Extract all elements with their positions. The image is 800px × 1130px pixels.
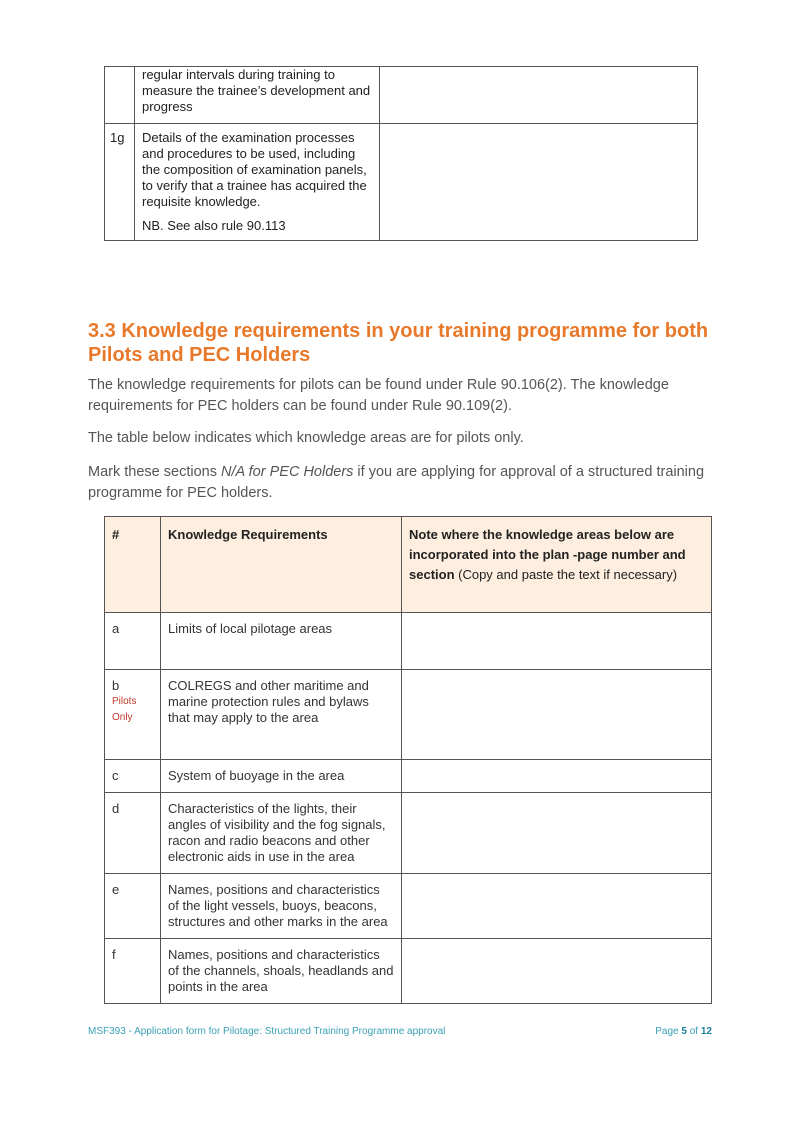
note-cell[interactable]	[380, 67, 698, 124]
row-number	[105, 670, 161, 760]
note-cell[interactable]	[402, 670, 712, 760]
current-page: 5	[681, 1026, 687, 1037]
note-cell[interactable]	[402, 939, 712, 1004]
table-row	[105, 874, 712, 939]
table-row	[105, 67, 698, 124]
table-row	[105, 613, 712, 670]
row-number: c	[105, 760, 161, 793]
pilots-tag: Pilots	[112, 696, 137, 707]
row-requirement: Characteristics of the lights, their angles of visibility and the fog signals, racon and radio beacons and other electronic aids in use in the area	[161, 793, 402, 874]
note-cell[interactable]	[402, 874, 712, 939]
header-requirements: Knowledge Requirements	[161, 517, 402, 613]
row-requirement: Limits of local pilotage areas	[161, 613, 402, 670]
total-pages: 12	[700, 1026, 712, 1037]
header-num: #	[105, 517, 161, 613]
note-cell[interactable]	[402, 613, 712, 670]
note-cell[interactable]	[402, 760, 712, 793]
pec-paragraph	[88, 462, 718, 504]
row-number: d	[105, 793, 161, 874]
table-row	[105, 670, 712, 760]
header-note-bold: Note where the knowledge areas below are incorporated into the plan -page number and section	[409, 527, 686, 582]
row-nb: NB. See also rule 90.113	[142, 218, 286, 233]
table-row	[105, 939, 712, 1004]
note-cell[interactable]	[402, 793, 712, 874]
table-row	[105, 124, 698, 241]
row-number: a	[105, 613, 161, 670]
p3-pre: Mark these sections	[88, 464, 221, 480]
note-cell[interactable]	[380, 124, 698, 241]
p3-post: if you are applying for approval of a structured training programme for PEC holders.	[88, 464, 705, 501]
header-note-normal: (Copy and paste the text if necessary)	[454, 567, 678, 582]
only-tag: Only	[112, 712, 133, 723]
row-letter: b	[112, 678, 120, 693]
table-header	[105, 517, 712, 613]
table-row	[105, 760, 712, 793]
row-requirement: System of buoyage in the area	[161, 760, 402, 793]
row-text: regular intervals during training to measure the trainee’s development and progress	[135, 67, 380, 124]
pilots-only-paragraph: The table below indicates which knowledge areas are for pilots only.	[88, 430, 524, 446]
p3-em: N/A for PEC Holders	[220, 464, 354, 480]
page-number	[655, 1026, 712, 1037]
row-requirement: Names, positions and characteristics of the light vessels, buoys, beacons, structures and other marks in the area	[161, 874, 402, 939]
row-number: f	[105, 939, 161, 1004]
row-text-main: Details of the examination processes and procedures to be used, including the composition of examination panels, to verify that a trainee has acquired the requisite knowledge.	[142, 130, 367, 209]
row-number: e	[105, 874, 161, 939]
row-requirement: COLREGS and other maritime and marine protection rules and bylaws that may apply to the area	[161, 670, 402, 760]
row-requirement: Names, positions and characteristics of the channels, shoals, headlands and points in the area	[161, 939, 402, 1004]
header-note	[402, 517, 712, 613]
row-text	[135, 124, 380, 241]
of-label: of	[686, 1026, 701, 1037]
page-label: Page	[655, 1026, 682, 1037]
intro-paragraph: The knowledge requirements for pilots can be found under Rule 90.106(2). The knowledge requirements for PEC holders can be found under Rule 90.109(2).	[88, 377, 669, 414]
row-number: 1g	[105, 124, 135, 241]
row-number	[105, 67, 135, 124]
training-table	[104, 66, 698, 241]
knowledge-table	[104, 516, 712, 1004]
table-row	[105, 793, 712, 874]
footer-title: MSF393 - Application form for Pilotage: Structured Training Programme approval	[88, 1026, 446, 1037]
section-heading: 3.3 Knowledge requirements in your training programme for both Pilots and PEC Holders	[88, 320, 709, 366]
